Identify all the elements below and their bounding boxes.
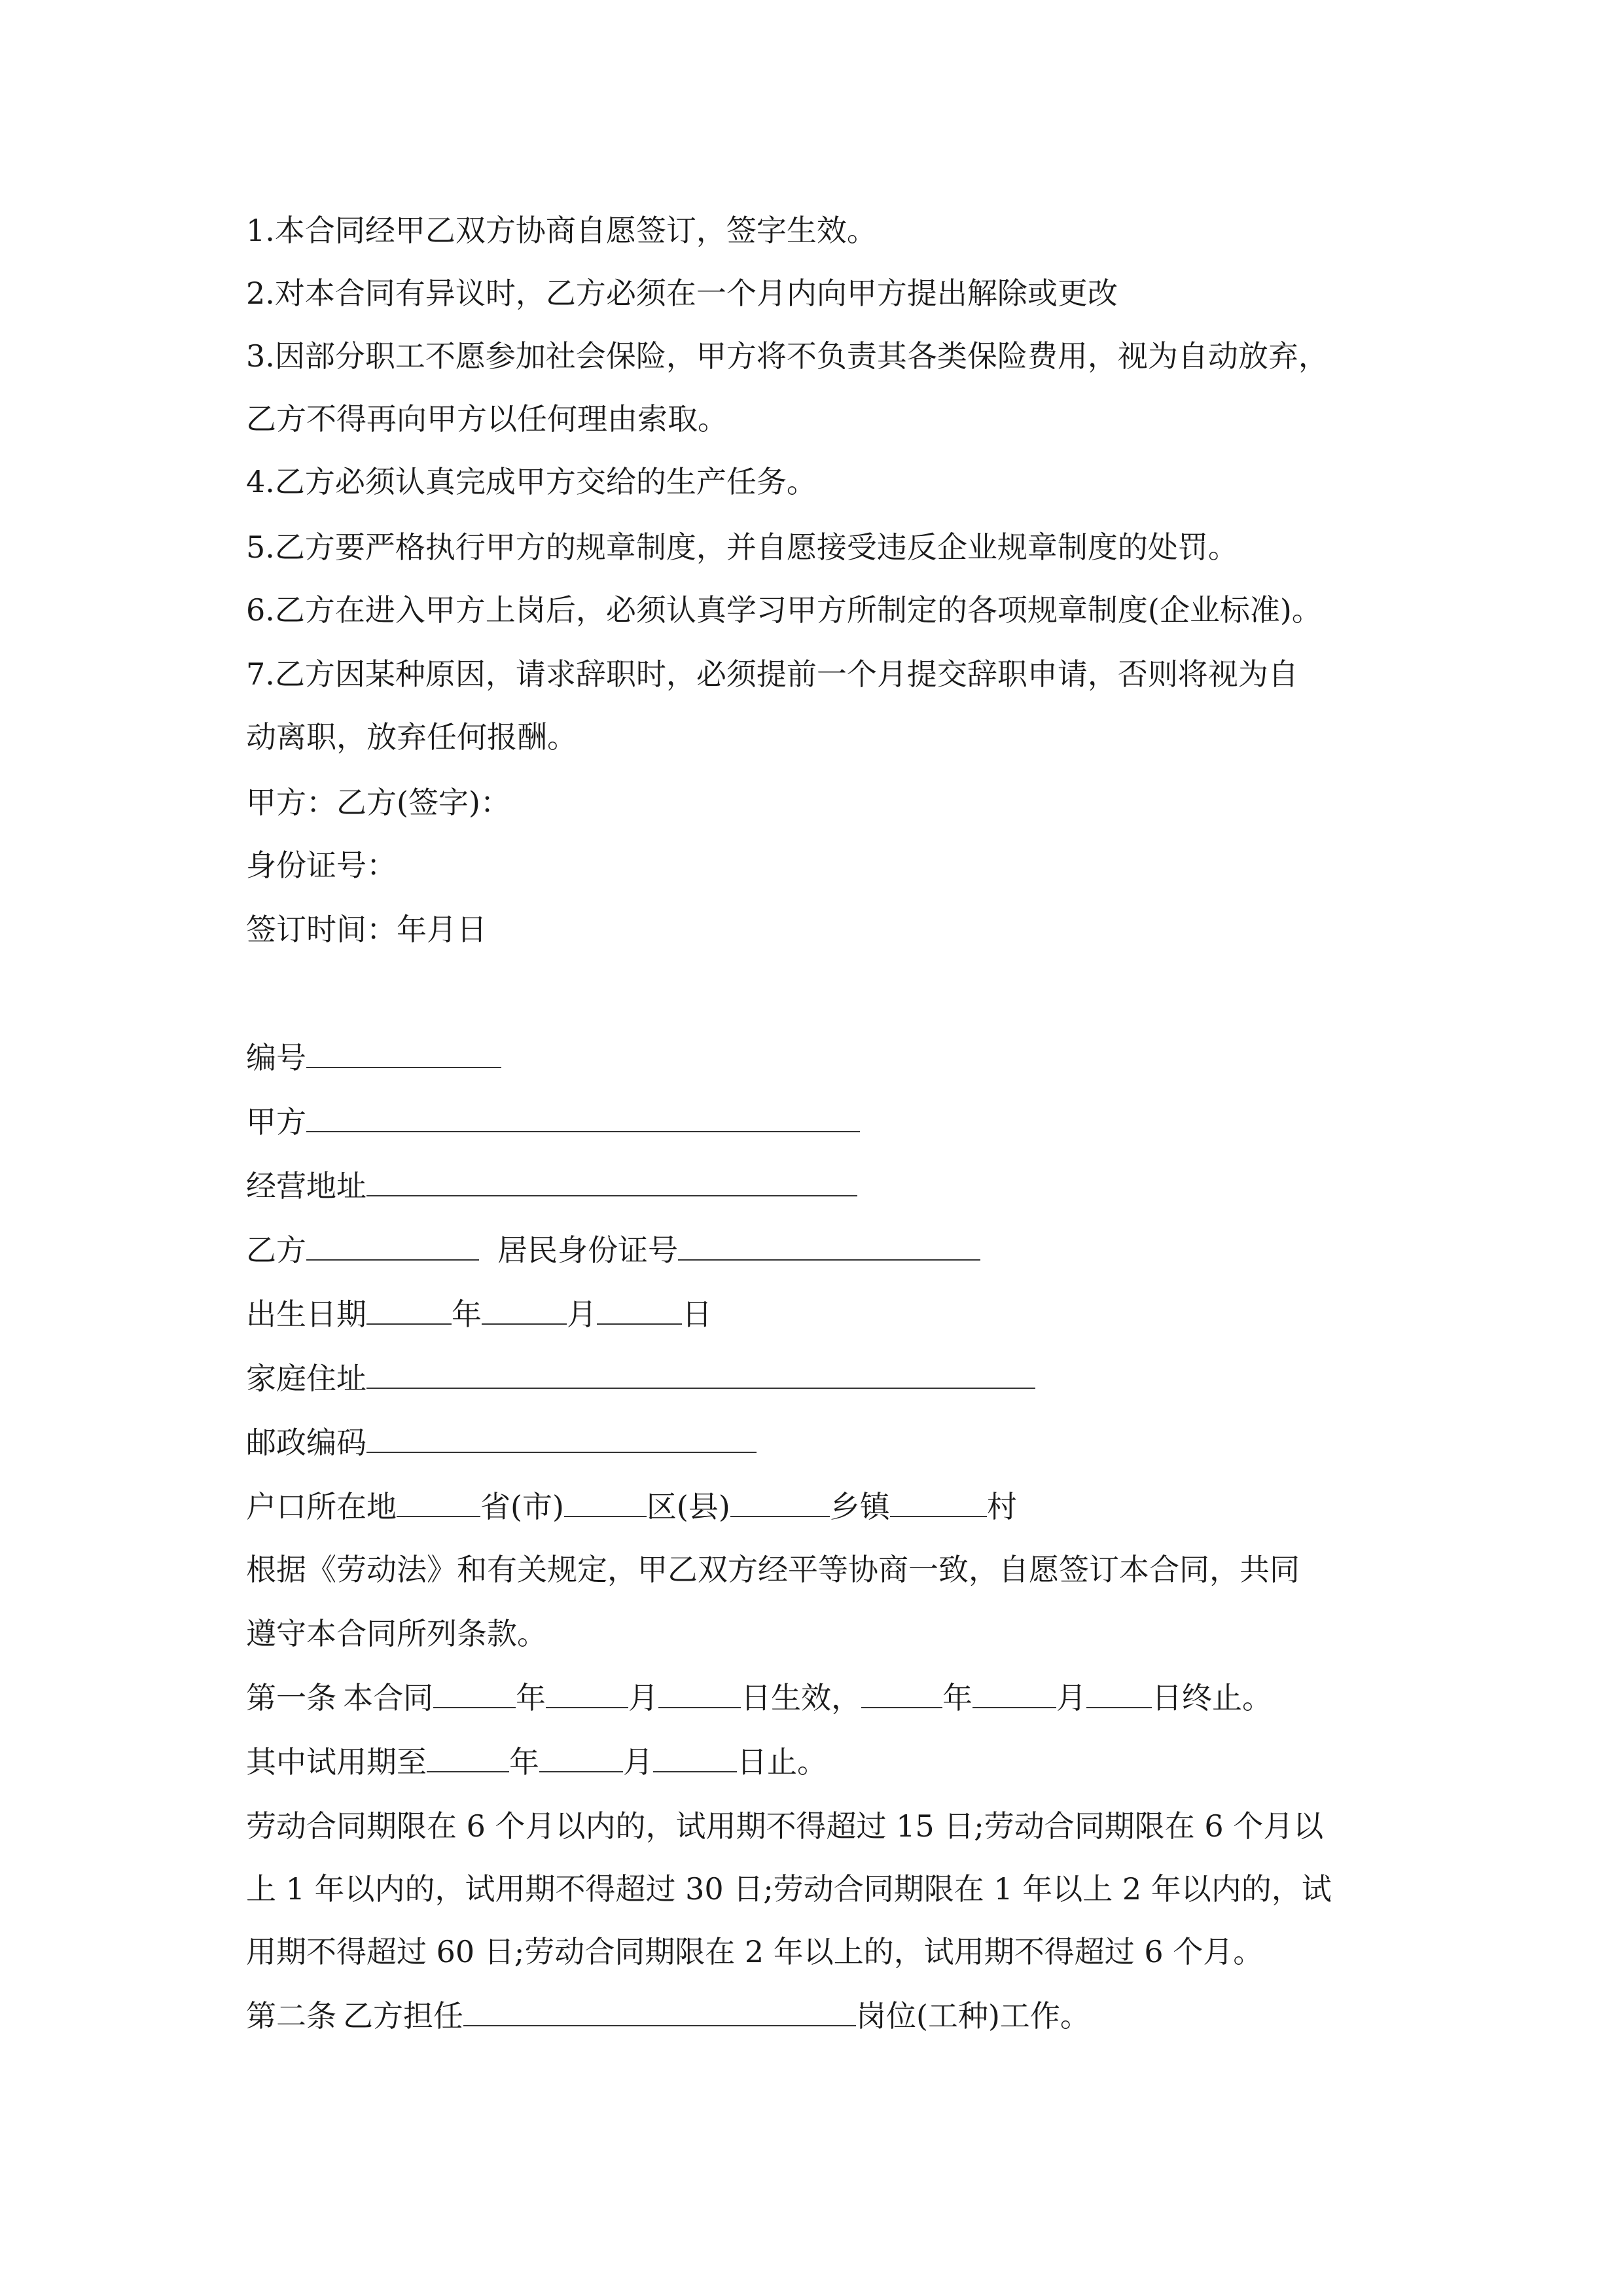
term-6: 6.乙方在进入甲方上岗后，必须认真学习甲方所制定的各项规章制度(企业标准)。 bbox=[246, 592, 1322, 628]
term-7-line-2: 动离职，放弃任何报酬。 bbox=[246, 719, 577, 755]
probation-end: 日止。 bbox=[737, 1744, 827, 1780]
postcode-label: 邮政编码 bbox=[246, 1425, 366, 1460]
article-1-contract: 本合同 bbox=[343, 1680, 433, 1715]
hukou-district-unit: 区(县) bbox=[646, 1489, 730, 1524]
end-year-unit: 年 bbox=[942, 1680, 972, 1715]
position-blank[interactable] bbox=[463, 1996, 856, 2026]
article-2-suffix: 岗位(工种)工作。 bbox=[856, 1998, 1090, 2034]
birth-month-blank[interactable] bbox=[482, 1295, 567, 1325]
term-2: 2.对本合同有异议时，乙方必须在一个月内向甲方提出解除或更改 bbox=[246, 276, 1118, 311]
signature-date: 签订时间：年月日 bbox=[246, 912, 487, 947]
postcode-row bbox=[246, 1423, 757, 1462]
start-day-blank[interactable] bbox=[658, 1678, 741, 1708]
probation-month-blank[interactable] bbox=[539, 1742, 623, 1772]
start-month-unit: 月 bbox=[628, 1680, 658, 1715]
start-year-unit: 年 bbox=[516, 1680, 546, 1715]
birth-year-unit: 年 bbox=[452, 1297, 482, 1332]
article-2-row bbox=[246, 1996, 1090, 2036]
probation-rule-line-3: 用期不得超过 60 日;劳动合同期限在 2 年以上的，试用期不得超过 6 个月。 bbox=[246, 1934, 1264, 1969]
start-month-blank[interactable] bbox=[546, 1678, 628, 1708]
end-day-blank[interactable] bbox=[1086, 1678, 1152, 1708]
probation-year-blank[interactable] bbox=[427, 1742, 509, 1772]
hukou-town-blank[interactable] bbox=[730, 1487, 830, 1517]
business-address-blank[interactable] bbox=[366, 1166, 857, 1196]
postcode-blank[interactable] bbox=[366, 1423, 757, 1453]
term-3-line-2: 乙方不得再向甲方以任何理由索取。 bbox=[246, 401, 728, 437]
probation-rule-line-1: 劳动合同期限在 6 个月以内的，试用期不得超过 15 日;劳动合同期限在 6 个月以 bbox=[246, 1808, 1324, 1844]
hukou-province-blank[interactable] bbox=[397, 1487, 480, 1517]
home-address-label: 家庭住址 bbox=[246, 1361, 366, 1396]
business-address-label: 经营地址 bbox=[246, 1168, 366, 1204]
hukou-district-blank[interactable] bbox=[564, 1487, 647, 1517]
probation-row bbox=[246, 1742, 827, 1782]
birth-year-blank[interactable] bbox=[366, 1295, 452, 1325]
term-7-line-1: 7.乙方因某种原因，请求辞职时，必须提前一个月提交辞职申请，否则将视为自 bbox=[246, 656, 1298, 692]
resident-id-label: 居民身份证号 bbox=[497, 1232, 678, 1268]
home-address-row bbox=[246, 1359, 1035, 1398]
intro-line-1: 根据《劳动法》和有关规定，甲乙双方经平等协商一致，自愿签订本合同，共同 bbox=[246, 1552, 1300, 1587]
party-b-row bbox=[246, 1230, 980, 1270]
probation-year-unit: 年 bbox=[509, 1744, 539, 1780]
hukou-row bbox=[246, 1487, 1017, 1526]
home-address-blank[interactable] bbox=[366, 1359, 1035, 1389]
birth-date-row bbox=[246, 1295, 712, 1334]
intro-line-2: 遵守本合同所列条款。 bbox=[246, 1616, 547, 1651]
probation-rule-line-2: 上 1 年以内的，试用期不得超过 30 日;劳动合同期限在 1 年以上 2 年以内的，试 bbox=[246, 1871, 1332, 1907]
birth-month-unit: 月 bbox=[567, 1297, 597, 1332]
contract-number-blank[interactable] bbox=[306, 1038, 501, 1068]
article-1-end: 日终止。 bbox=[1152, 1680, 1272, 1715]
end-year-blank[interactable] bbox=[861, 1678, 942, 1708]
contract-number-row bbox=[246, 1038, 501, 1077]
hukou-village-blank[interactable] bbox=[890, 1487, 987, 1517]
business-address-row bbox=[246, 1166, 857, 1206]
signature-parties: 甲方：乙方(签字)： bbox=[246, 785, 510, 820]
article-1-row bbox=[246, 1678, 1272, 1717]
party-b-label: 乙方 bbox=[246, 1232, 306, 1268]
article-2-prefix: 第二条 bbox=[246, 1998, 336, 2034]
term-1: 1.本合同经甲乙双方协商自愿签订，签字生效。 bbox=[246, 213, 877, 248]
birth-day-unit: 日 bbox=[682, 1297, 712, 1332]
article-2-text: 乙方担任 bbox=[343, 1998, 463, 2034]
contract-number-label: 编号 bbox=[246, 1040, 306, 1075]
end-month-unit: 月 bbox=[1056, 1680, 1086, 1715]
hukou-town-unit: 乡镇 bbox=[829, 1489, 890, 1524]
party-b-blank[interactable] bbox=[306, 1230, 479, 1261]
hukou-label: 户口所在地 bbox=[246, 1489, 397, 1524]
hukou-province-unit: 省(市) bbox=[480, 1489, 564, 1524]
party-a-blank[interactable] bbox=[306, 1102, 860, 1132]
party-a-label: 甲方 bbox=[246, 1104, 306, 1139]
end-month-blank[interactable] bbox=[972, 1678, 1056, 1708]
start-year-blank[interactable] bbox=[433, 1678, 516, 1708]
term-3-line-1: 3.因部分职工不愿参加社会保险，甲方将不负责其各类保险费用，视为自动放弃， bbox=[246, 338, 1329, 374]
probation-prefix: 其中试用期至 bbox=[246, 1744, 427, 1780]
hukou-village-unit: 村 bbox=[986, 1489, 1017, 1524]
probation-month-unit: 月 bbox=[623, 1744, 653, 1780]
article-1-prefix: 第一条 bbox=[246, 1680, 336, 1715]
birth-date-label: 出生日期 bbox=[246, 1297, 366, 1332]
party-a-row bbox=[246, 1102, 860, 1141]
term-4: 4.乙方必须认真完成甲方交给的生产任务。 bbox=[246, 464, 817, 499]
article-1-effective: 日生效， bbox=[741, 1680, 861, 1715]
birth-day-blank[interactable] bbox=[597, 1295, 682, 1325]
signature-id-number: 身份证号： bbox=[246, 848, 397, 883]
resident-id-blank[interactable] bbox=[678, 1230, 980, 1261]
term-5: 5.乙方要严格执行甲方的规章制度，并自愿接受违反企业规章制度的处罚。 bbox=[246, 529, 1238, 565]
probation-day-blank[interactable] bbox=[653, 1742, 737, 1772]
